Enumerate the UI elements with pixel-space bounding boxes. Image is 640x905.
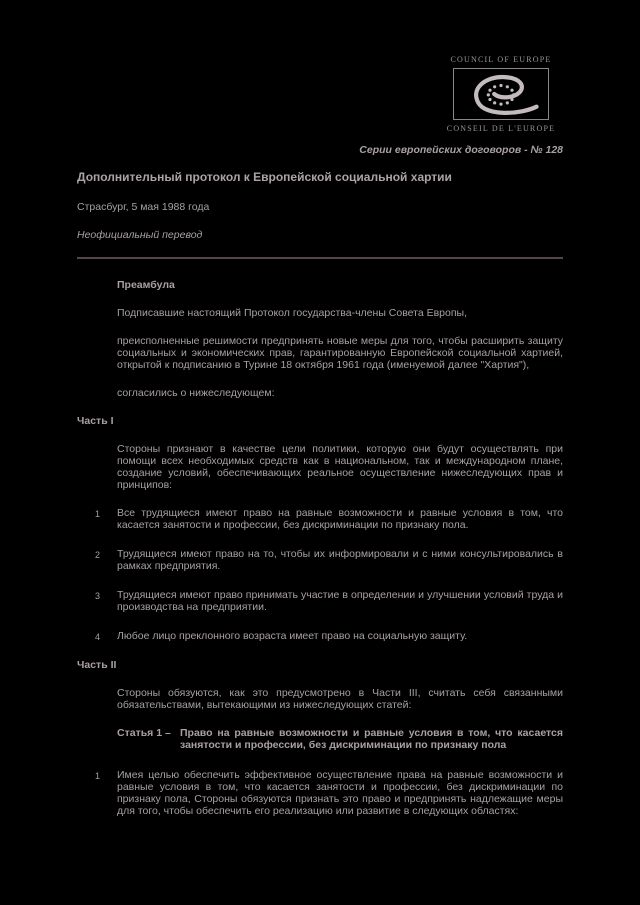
item-number: 1 [95, 771, 101, 781]
list-item [77, 630, 563, 642]
divider-rule [77, 257, 563, 259]
translation-note: Неофициальный перевод [77, 229, 203, 241]
part1-intro-wrap [77, 443, 563, 491]
preamble-paragraph: преисполненные решимости предпринять новые меры для того, чтобы расширить защиту социальных и экономических прав, гарантированную Европейской социальной хартией, открытой к подписанию в Турине 18 октября 1961 года (именуемой далее "Хартия"), [117, 335, 563, 371]
article1-title: Право на равные возможности и равные условия в том, что касается занятости и профессии, без дискриминации по признаку пола [180, 727, 563, 751]
europe-e-spiral-icon [457, 72, 545, 116]
council-of-europe-logo [440, 55, 562, 133]
article1-heading [117, 727, 563, 751]
article1-label: Статья 1 – [117, 727, 171, 739]
preamble-paragraph: Подписавшие настоящий Протокол государства-члены Совета Европы, [117, 307, 468, 319]
preamble-heading: Преамбула [117, 279, 175, 291]
item-number: 1 [95, 509, 101, 519]
list-item [77, 769, 563, 817]
item-text: Имея целью обеспечить эффективное осуществление права на равные возможности и равные условия в том, что касается занятости и профессии, без дискриминации по признаку пола, Стороны обязуются признать это право и предпринять надлежащие меры для того, чтобы обеспечить его реализацию или развитие в следующих областях: [117, 769, 563, 817]
logo-emblem-box [453, 68, 549, 120]
list-item [77, 548, 563, 572]
list-item [77, 589, 563, 613]
place-date: Страсбург, 5 мая 1988 года [77, 201, 210, 213]
logo-caption-bottom: CONSEIL DE L'EUROPE [446, 124, 556, 133]
item-text: Трудящиеся имеют право на то, чтобы их информировали и с ними консультировались в рамках предприятия. [117, 548, 563, 572]
list-item [77, 507, 563, 531]
preamble-section [77, 279, 563, 399]
item-text: Любое лицо преклонного возраста имеет право на социальную защиту. [117, 630, 468, 642]
part2-intro: Стороны обязуются, как это предусмотрено в Части III, считать себя связанными обязательствами, вытекающими из нижеследующих статей: [117, 687, 563, 711]
preamble-paragraph: согласились о нижеследующем: [117, 387, 275, 399]
item-number: 4 [95, 632, 101, 642]
part1-heading: Часть I [77, 415, 114, 427]
part1-intro: Стороны признают в качестве цели политики, которую они будут осуществлять при помощи всех необходимых средств как в национальном, так и международном плане, создание условий, обеспечивающих реальное осуществление нижеследующих прав и принципов: [117, 443, 563, 491]
document-title: Дополнительный протокол к Европейской социальной хартии [77, 170, 452, 184]
item-number: 2 [95, 550, 101, 560]
treaty-series-number: Серии европейских договоров - № 128 [359, 144, 563, 156]
part2-intro-wrap [77, 687, 563, 751]
part2-heading: Часть II [77, 659, 117, 671]
document-body [77, 171, 563, 834]
logo-caption-top: COUNCIL OF EUROPE [450, 55, 552, 64]
item-text: Трудящиеся имеют право принимать участие в определении и улучшении условий труда и производства на предприятии. [117, 589, 563, 613]
item-text: Все трудящиеся имеют право на равные возможности и равные условия в том, что касается занятости и профессии, без дискриминации по признаку пола. [117, 507, 563, 531]
item-number: 3 [95, 591, 101, 601]
